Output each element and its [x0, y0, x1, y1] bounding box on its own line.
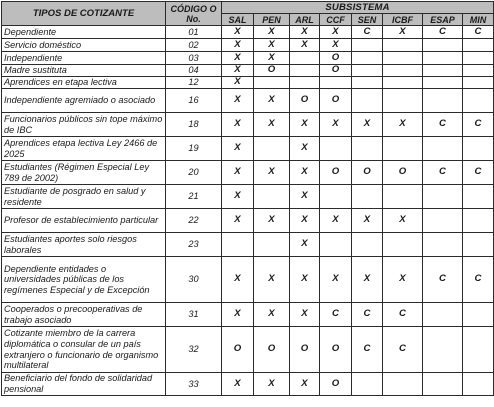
subsystem-mark-min — [463, 65, 494, 77]
table-row — [2, 52, 494, 65]
subsystem-mark-icbf: X — [383, 26, 423, 39]
subsystem-mark-esap — [423, 303, 463, 327]
subsystem-mark-sen — [352, 65, 383, 77]
table-row — [2, 257, 494, 303]
table-row — [2, 65, 494, 77]
subsystem-mark-esap: C — [423, 26, 463, 39]
cotizante-code-cell: 21 — [166, 185, 222, 209]
table-row — [2, 233, 494, 257]
subsystem-mark-pen: O — [254, 65, 290, 77]
table-row — [2, 77, 494, 89]
subsystem-mark-ccf: O — [320, 373, 352, 396]
cotizante-type-cell: Cooperados o precooperativas de trabajo asociado — [2, 303, 166, 327]
subsystem-mark-pen: O — [254, 327, 290, 373]
subsystem-mark-esap — [423, 52, 463, 65]
subsystem-mark-sal: X — [222, 89, 254, 113]
subsystem-mark-sen: X — [352, 257, 383, 303]
subsystem-mark-pen: X — [254, 113, 290, 137]
subsystem-mark-icbf: C — [383, 327, 423, 373]
cotizante-type-cell: Dependiente — [2, 26, 166, 39]
cotizante-type-cell: Independiente — [2, 52, 166, 65]
header-row-top — [2, 2, 494, 14]
table-row — [2, 89, 494, 113]
cotizante-code-cell: 03 — [166, 52, 222, 65]
cotizante-subsystem-table — [1, 1, 494, 396]
subsystem-mark-sen: C — [352, 303, 383, 327]
subsystem-mark-sen: X — [352, 209, 383, 233]
subsystem-mark-arl — [290, 65, 320, 77]
subsystem-mark-icbf — [383, 185, 423, 209]
table-row — [2, 327, 494, 373]
cotizante-type-cell: Servicio doméstico — [2, 39, 166, 52]
subsystem-mark-min — [463, 77, 494, 89]
cotizante-type-cell: Funcionarios públicos sin tope máximo de IBC — [2, 113, 166, 137]
subsystem-mark-sal: X — [222, 161, 254, 185]
cotizante-code-cell: 04 — [166, 65, 222, 77]
subsystem-mark-esap — [423, 185, 463, 209]
subsystem-mark-esap — [423, 327, 463, 373]
cotizante-type-cell: Dependiente entidades o universidades públicas de los regímenes Especial y de Excepción — [2, 257, 166, 303]
subsystem-mark-pen: X — [254, 39, 290, 52]
subsystem-mark-pen: X — [254, 52, 290, 65]
subsystem-mark-sal: X — [222, 373, 254, 396]
cotizante-type-cell: Estudiante de posgrado en salud y residente — [2, 185, 166, 209]
subsystem-mark-pen — [254, 233, 290, 257]
header-icbf: ICBF — [383, 14, 423, 26]
subsystem-mark-min — [463, 327, 494, 373]
subsystem-mark-min: C — [463, 161, 494, 185]
table-row — [2, 137, 494, 161]
header-min: MIN — [463, 14, 494, 26]
subsystem-mark-pen: X — [254, 89, 290, 113]
subsystem-mark-esap — [423, 77, 463, 89]
cotizante-type-cell: Estudiantes (Régimen Especial Ley 789 de 2002) — [2, 161, 166, 185]
subsystem-mark-sen: C — [352, 26, 383, 39]
cotizante-table-wrapper — [1, 1, 494, 396]
subsystem-mark-arl: X — [290, 113, 320, 137]
subsystem-mark-icbf — [383, 39, 423, 52]
cotizante-code-cell: 30 — [166, 257, 222, 303]
header-ccf: CCF — [320, 14, 352, 26]
subsystem-mark-sen — [352, 77, 383, 89]
subsystem-mark-pen: X — [254, 303, 290, 327]
subsystem-mark-min — [463, 89, 494, 113]
subsystem-mark-icbf — [383, 89, 423, 113]
cotizante-code-cell: 02 — [166, 39, 222, 52]
subsystem-mark-pen: X — [254, 257, 290, 303]
subsystem-mark-sen — [352, 52, 383, 65]
subsystem-mark-arl — [290, 77, 320, 89]
subsystem-mark-ccf — [320, 77, 352, 89]
header-sal: SAL — [222, 14, 254, 26]
subsystem-mark-ccf: O — [320, 327, 352, 373]
subsystem-mark-sal: X — [222, 303, 254, 327]
subsystem-mark-min — [463, 39, 494, 52]
cotizante-type-cell: Estudiantes aportes solo riesgos laborales — [2, 233, 166, 257]
cotizante-code-cell: 31 — [166, 303, 222, 327]
subsystem-mark-min: C — [463, 257, 494, 303]
subsystem-mark-arl — [290, 52, 320, 65]
subsystem-mark-ccf: C — [320, 303, 352, 327]
table-row — [2, 373, 494, 396]
subsystem-mark-arl: X — [290, 39, 320, 52]
subsystem-mark-sen — [352, 137, 383, 161]
subsystem-mark-sal: X — [222, 113, 254, 137]
subsystem-mark-sen: C — [352, 327, 383, 373]
cotizante-code-cell: 12 — [166, 77, 222, 89]
header-sen: SEN — [352, 14, 383, 26]
subsystem-mark-pen — [254, 185, 290, 209]
subsystem-mark-min — [463, 209, 494, 233]
subsystem-mark-arl: X — [290, 137, 320, 161]
subsystem-mark-ccf: X — [320, 39, 352, 52]
subsystem-mark-pen — [254, 137, 290, 161]
cotizante-code-cell: 16 — [166, 89, 222, 113]
subsystem-mark-sen — [352, 233, 383, 257]
subsystem-mark-min — [463, 373, 494, 396]
subsystem-mark-arl: X — [290, 209, 320, 233]
subsystem-mark-sal: X — [222, 185, 254, 209]
subsystem-mark-ccf — [320, 233, 352, 257]
subsystem-mark-icbf — [383, 65, 423, 77]
cotizante-code-cell: 23 — [166, 233, 222, 257]
table-row — [2, 209, 494, 233]
subsystem-mark-icbf — [383, 52, 423, 65]
subsystem-mark-min — [463, 185, 494, 209]
table-row — [2, 39, 494, 52]
subsystem-mark-sal: X — [222, 77, 254, 89]
subsystem-mark-ccf: X — [320, 257, 352, 303]
subsystem-mark-ccf — [320, 185, 352, 209]
cotizante-code-cell: 18 — [166, 113, 222, 137]
subsystem-mark-pen: X — [254, 26, 290, 39]
subsystem-mark-ccf: O — [320, 161, 352, 185]
subsystem-mark-sen — [352, 185, 383, 209]
table-body — [2, 26, 494, 396]
subsystem-mark-arl: X — [290, 161, 320, 185]
subsystem-mark-icbf — [383, 233, 423, 257]
subsystem-mark-sen — [352, 89, 383, 113]
subsystem-mark-sen: X — [352, 113, 383, 137]
subsystem-mark-esap: C — [423, 161, 463, 185]
subsystem-mark-esap — [423, 65, 463, 77]
subsystem-mark-ccf: X — [320, 26, 352, 39]
subsystem-mark-pen: X — [254, 161, 290, 185]
subsystem-mark-ccf — [320, 137, 352, 161]
cotizante-type-cell: Madre sustituta — [2, 65, 166, 77]
subsystem-mark-min — [463, 137, 494, 161]
subsystem-mark-icbf — [383, 373, 423, 396]
subsystem-mark-arl: O — [290, 327, 320, 373]
subsystem-mark-pen: X — [254, 209, 290, 233]
subsystem-mark-icbf: X — [383, 257, 423, 303]
subsystem-mark-ccf: O — [320, 89, 352, 113]
header-codigo-line1: CÓDIGO O — [170, 3, 217, 14]
subsystem-mark-ccf: X — [320, 209, 352, 233]
subsystem-mark-arl: X — [290, 233, 320, 257]
cotizante-type-cell: Profesor de establecimiento particular — [2, 209, 166, 233]
subsystem-mark-sen: O — [352, 161, 383, 185]
subsystem-mark-sal: X — [222, 26, 254, 39]
header-pen: PEN — [254, 14, 290, 26]
subsystem-mark-ccf: X — [320, 113, 352, 137]
subsystem-mark-sal: X — [222, 137, 254, 161]
subsystem-mark-sal: X — [222, 209, 254, 233]
subsystem-mark-min — [463, 52, 494, 65]
cotizante-code-cell: 19 — [166, 137, 222, 161]
cotizante-type-cell: Aprendices en etapa lectiva — [2, 77, 166, 89]
header-arl: ARL — [290, 14, 320, 26]
subsystem-mark-esap — [423, 209, 463, 233]
subsystem-mark-esap — [423, 89, 463, 113]
header-esap: ESAP — [423, 14, 463, 26]
cotizante-type-cell: Beneficiario del fondo de solidaridad pensional — [2, 373, 166, 396]
table-row — [2, 185, 494, 209]
subsystem-mark-esap: C — [423, 113, 463, 137]
subsystem-mark-icbf — [383, 77, 423, 89]
cotizante-type-cell: Cotizante miembro de la carrera diplomática o consular de un país extranjero o funcionario de organismo multilateral — [2, 327, 166, 373]
subsystem-mark-icbf: C — [383, 303, 423, 327]
header-codigo — [166, 2, 222, 26]
subsystem-mark-arl: X — [290, 303, 320, 327]
cotizante-code-cell: 01 — [166, 26, 222, 39]
subsystem-mark-sen — [352, 39, 383, 52]
header-subsistema: SUBSISTEMA — [222, 2, 494, 14]
cotizante-code-cell: 20 — [166, 161, 222, 185]
header-codigo-line2: No. — [186, 13, 201, 24]
subsystem-mark-arl: X — [290, 257, 320, 303]
subsystem-mark-icbf — [383, 137, 423, 161]
subsystem-mark-ccf: O — [320, 52, 352, 65]
cotizante-type-cell: Aprendices etapa lectiva Ley 2466 de 2025 — [2, 137, 166, 161]
subsystem-mark-sal: X — [222, 52, 254, 65]
subsystem-mark-icbf: X — [383, 113, 423, 137]
subsystem-mark-esap — [423, 233, 463, 257]
table-row — [2, 161, 494, 185]
subsystem-mark-arl: X — [290, 185, 320, 209]
cotizante-code-cell: 33 — [166, 373, 222, 396]
subsystem-mark-sen — [352, 373, 383, 396]
subsystem-mark-pen — [254, 77, 290, 89]
subsystem-mark-pen: X — [254, 373, 290, 396]
table-row — [2, 113, 494, 137]
subsystem-mark-min: C — [463, 113, 494, 137]
subsystem-mark-sal: X — [222, 65, 254, 77]
subsystem-mark-sal: X — [222, 39, 254, 52]
subsystem-mark-sal — [222, 233, 254, 257]
subsystem-mark-arl: X — [290, 373, 320, 396]
subsystem-mark-esap — [423, 373, 463, 396]
cotizante-code-cell: 22 — [166, 209, 222, 233]
subsystem-mark-sal: X — [222, 257, 254, 303]
table-row — [2, 26, 494, 39]
subsystem-mark-ccf: O — [320, 65, 352, 77]
subsystem-mark-min — [463, 303, 494, 327]
subsystem-mark-min: C — [463, 26, 494, 39]
subsystem-mark-icbf: O — [383, 161, 423, 185]
subsystem-mark-esap — [423, 39, 463, 52]
header-tipos-de-cotizante: TIPOS DE COTIZANTE — [2, 2, 166, 26]
subsystem-mark-arl: O — [290, 89, 320, 113]
subsystem-mark-esap — [423, 137, 463, 161]
table-row — [2, 303, 494, 327]
cotizante-type-cell: Independiente agremiado o asociado — [2, 89, 166, 113]
subsystem-mark-min — [463, 233, 494, 257]
subsystem-mark-esap: C — [423, 257, 463, 303]
cotizante-code-cell: 32 — [166, 327, 222, 373]
subsystem-mark-icbf: X — [383, 209, 423, 233]
subsystem-mark-sal: O — [222, 327, 254, 373]
subsystem-mark-arl: X — [290, 26, 320, 39]
